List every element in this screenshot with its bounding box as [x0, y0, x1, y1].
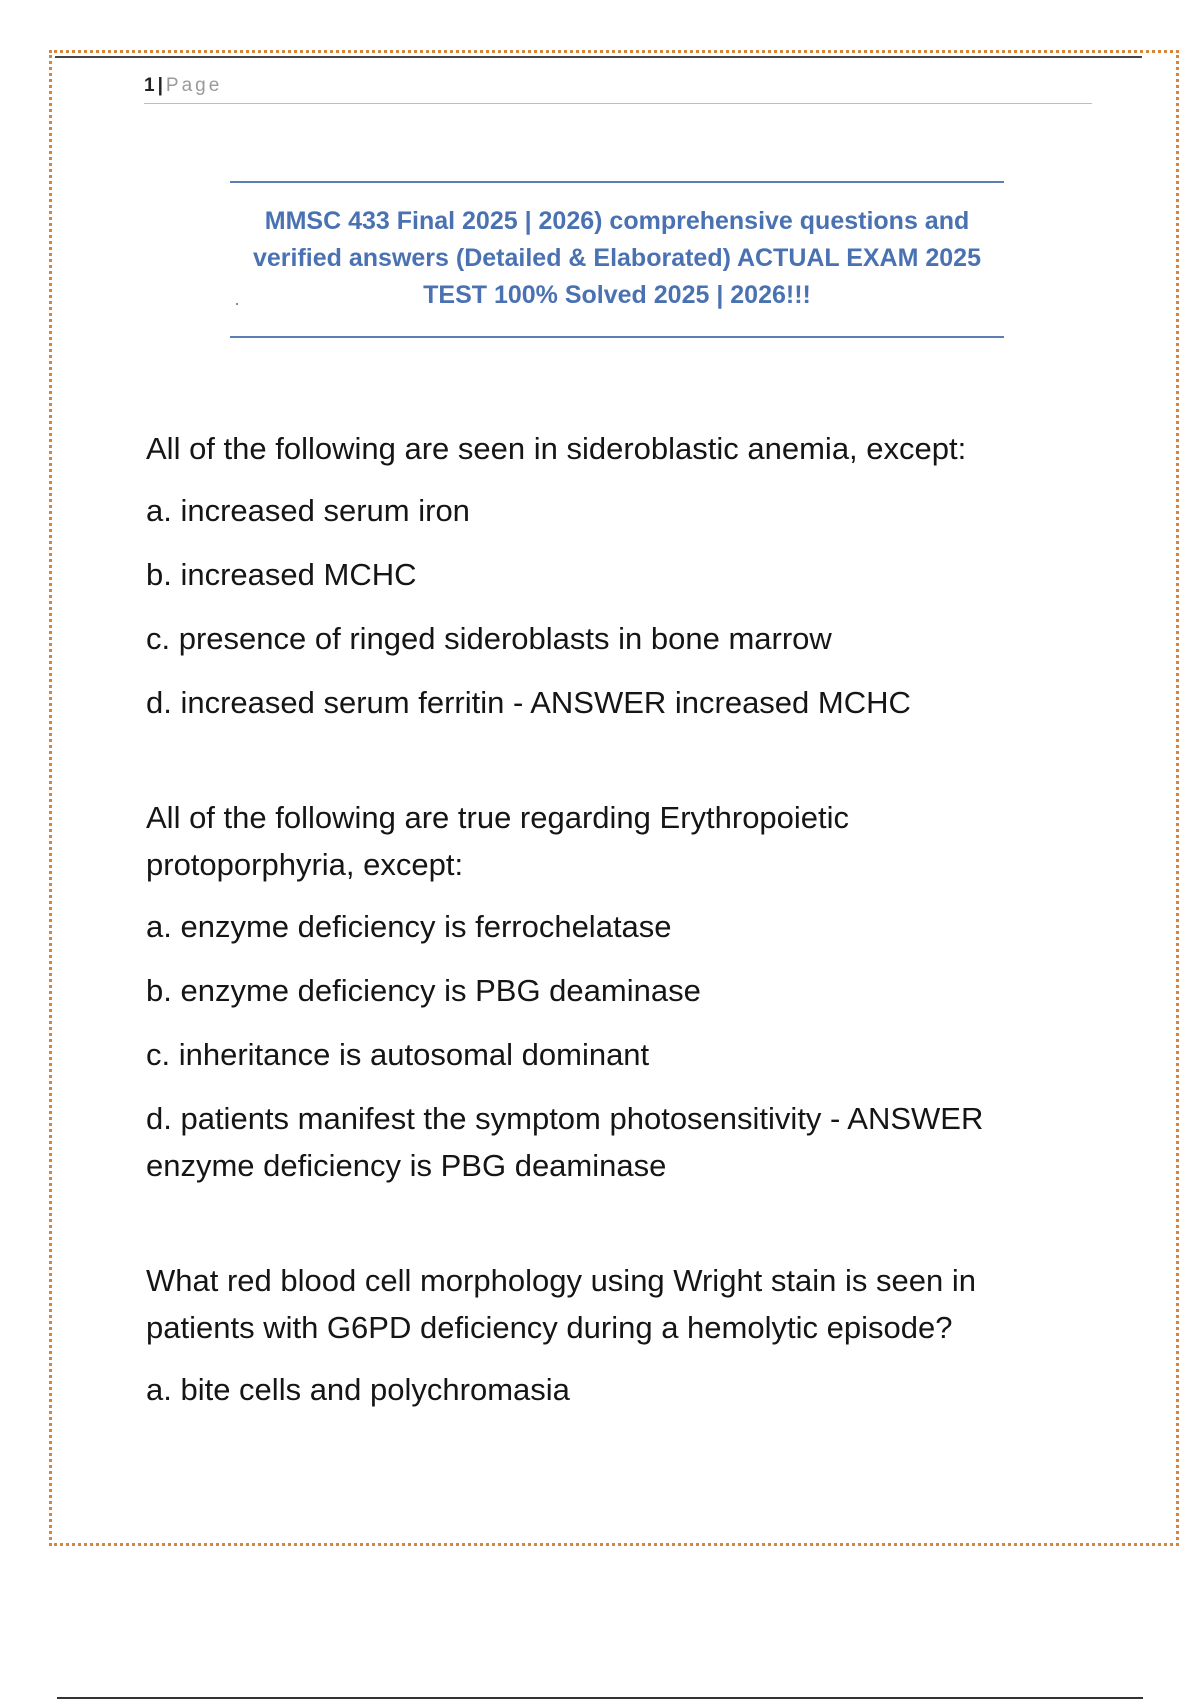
page-separator: |	[157, 75, 163, 96]
answer-option: a. increased serum iron	[146, 493, 470, 528]
answer-option: b. increased MCHC	[146, 557, 417, 592]
document-title	[230, 203, 1004, 314]
document-title-box	[230, 181, 1004, 338]
title-line-3: TEST 100% Solved 2025 | 2026!!!	[423, 281, 811, 309]
question-text: What red blood cell morphology using Wright stain is seen in patients with G6PD deficiency during a hemolytic episode?	[146, 1263, 976, 1345]
title-line-1: MMSC 433 Final 2025 | 2026) comprehensive questions and	[264, 207, 970, 235]
answer-option: b. enzyme deficiency is PBG deaminase	[146, 973, 701, 1008]
answer-option: c. inheritance is autosomal dominant	[146, 1037, 650, 1072]
stray-mark	[236, 303, 238, 305]
answer-option: d. increased serum ferritin - ANSWER increased MCHC	[146, 685, 911, 720]
question-block-2	[146, 794, 1076, 1189]
question-block-1	[146, 425, 1076, 726]
answer-option: a. enzyme deficiency is ferrochelatase	[146, 909, 672, 944]
answer-option: c. presence of ringed sideroblasts in bone marrow	[146, 621, 832, 656]
questions-content	[146, 425, 1076, 1481]
page-label: Page	[165, 75, 223, 96]
answer-option: d. patients manifest the symptom photosensitivity - ANSWER enzyme deficiency is PBG deaminase	[146, 1101, 984, 1183]
top-rule	[55, 56, 1142, 58]
page-number: 1	[144, 75, 155, 96]
question-block-3	[146, 1257, 1076, 1413]
bottom-rule	[57, 1697, 1143, 1699]
question-text: All of the following are seen in sideroblastic anemia, except:	[146, 431, 967, 466]
title-line-2: verified answers (Detailed & Elaborated) ACTUAL EXAM 2025	[253, 244, 981, 272]
question-text: All of the following are true regarding Erythropoietic protoporphyria, except:	[146, 800, 850, 882]
answer-option: a. bite cells and polychromasia	[146, 1372, 570, 1407]
page-header	[144, 72, 1092, 104]
